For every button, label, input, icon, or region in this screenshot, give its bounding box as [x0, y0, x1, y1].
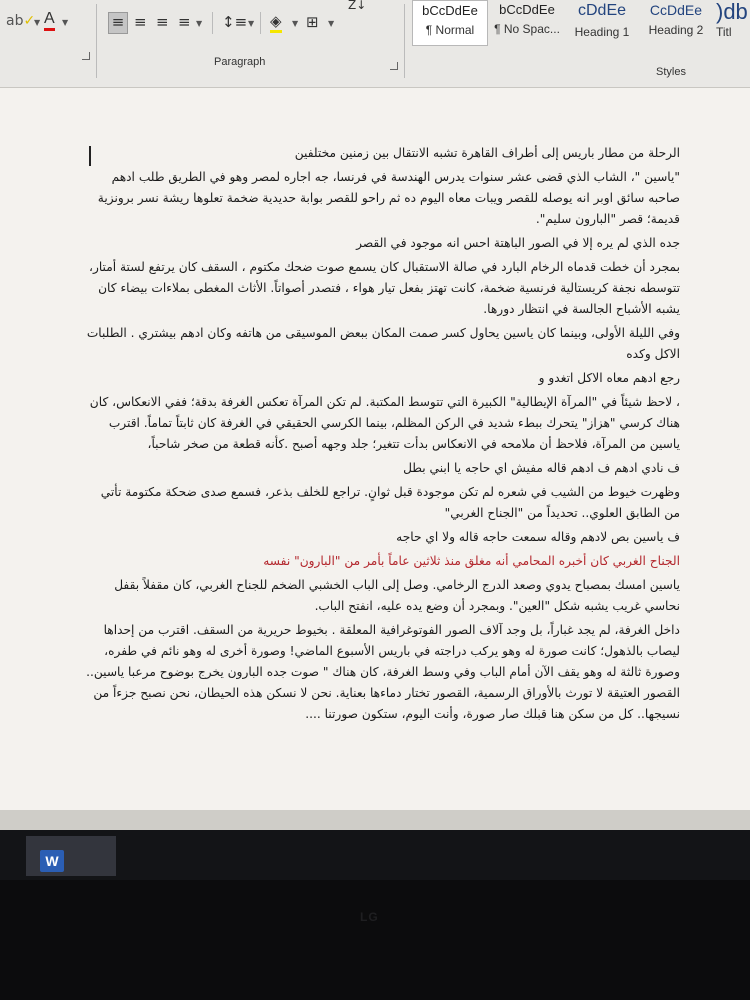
style-title[interactable] [716, 0, 750, 46]
group-divider [96, 4, 97, 78]
paragraph[interactable]: الرحلة من مطار باريس إلى أطراف القاهرة تشبه الانتقال بين زمنين مختلفين [294, 146, 680, 160]
monitor-bezel [0, 880, 750, 1000]
paragraph-dialog-launcher[interactable] [390, 62, 398, 70]
align-center-icon[interactable]: ≡ [134, 13, 147, 31]
paragraph[interactable]: ، لاحظ شيئاً في "المرآة الإيطالية" الكبيرة التي تتوسط المكتبة. لم تكن المرآة تعكس الغرفة بدقة؛ ففي الانعكاس، كان هناك كرسي "هزاز" يتحرك ببطء شديد في الركن المظلم، بينما الكرسي الحقيقي في الغرفة كان ثابتاً تماماً. اقترب ياسين من المرآة، فلاحظ أن ملامحه في الانعكاس بدأت تتغير؛ جلد وجهه أصبح .كأنه قطعة من صخر شاحباً، [89, 395, 680, 451]
align-left-icon[interactable]: ≡ [108, 12, 128, 34]
style-normal[interactable] [412, 0, 488, 46]
document-page[interactable] [0, 88, 750, 810]
paragraph[interactable]: بمجرد أن خطت قدماه الرخام البارد في صالة الاستقبال كان يسمع صوت ضحك مكتوم ، السقف كان يرتفع لستة أمتار، تتوسطه نجفة كريستالية فرنسية ضخمة، كانت تهتز بفعل تيار هواء ، فتصدر أصواتاً. الأثاث المغطى بملاءات بيضاء كان يشبه الأشباح الجالسة في انتظار دورها. [89, 260, 680, 316]
paragraph[interactable]: وفي الليلة الأولى، وبينما كان ياسين يحاول كسر صمت المكان ببعض الموسيقى من هاتفه وكان ادهم بيشتري . الطلبات الاكل وكده [86, 326, 680, 361]
chevron-down-icon[interactable]: ▼ [292, 19, 299, 28]
word-icon[interactable]: W [40, 850, 64, 872]
style-name: ¶ Normal [425, 23, 475, 37]
chevron-down-icon[interactable]: ▼ [248, 19, 255, 28]
paragraph[interactable]: ف نادي ادهم ف ادهم قاله مفيش اي حاجه يا ابني بطل [403, 461, 680, 475]
style-sample: bCcDdEe [499, 2, 555, 17]
paragraph[interactable]: ف ياسين بص لادهم وقاله سمعت حاجه قاله ولا اي حاجه [396, 530, 680, 544]
paragraph[interactable]: جده الذي لم يره إلا في الصور الباهتة احس انه موجود في القصر [356, 236, 680, 250]
paragraph[interactable]: الجناح الغربي كان أخبره المحامي أنه مغلق منذ ثلاثين عاماً بأمر من "البارون" نفسه [263, 554, 680, 568]
style-sample: bCcDdEe [422, 3, 478, 18]
paragraph[interactable]: "ياسين "، الشاب الذي قضى عشر سنوات يدرس الهندسة في فرنسا، جه اجاره لمصر وهو في الطريق طلب ادهم صاحبه سائق اوبر انه يوصله للقصر ويبات معاه اليوم ده ثم راحو للقصر بوابة حديدية ضخمة تعلوها ريشة نسر برونزية قديمة؛ قصر "البارون سليم". [97, 170, 680, 226]
paragraph[interactable]: رجع ادهم معاه الاكل اتغدو و [538, 371, 680, 385]
chevron-down-icon[interactable]: ▼ [328, 19, 335, 28]
style-name: Titl [716, 25, 732, 39]
paragraph[interactable]: داخل الغرفة، لم يجد غباراً، بل وجد آلاف الصور الفوتوغرافية المعلقة . بخيوط حريرية من السقف. اقترب من إحداها ليصاب بالذهول؛ كانت صورة له وهو يركب دراجته في باريس الأسبوع الماضي! وصورة أخرى له وهو نائم في طفره، وصورة ثالثة له وهو يقف الآن أمام الباب وفي وسط الغرفة، كان هناك " صوت جده البارون يخرج بوضوح مرعبا ياسين.. القصور العتيقة لا تورث بالأوراق الرسمية، القصور تختار دماءها بعناية. نحن لا نسكن هذه الحيطان، نحن نصبح جزءاً من نسيجها.. كل من سكن هنا قبلك صار صورة، وأنت اليوم، ستكون صورتنا .... [86, 623, 680, 721]
sort-icon[interactable]: Z↓ [348, 0, 367, 12]
shading-icon[interactable]: ◈ [270, 12, 282, 33]
styles-group-label: Styles [656, 66, 686, 78]
style-name: Heading 2 [648, 23, 704, 37]
justify-icon[interactable]: ≡ [178, 13, 191, 31]
style-heading-2[interactable] [640, 0, 712, 46]
style-name: Heading 1 [574, 25, 630, 39]
group-divider [404, 4, 405, 78]
toolbar-divider [212, 12, 213, 34]
style-sample: CcDdEe [649, 2, 703, 18]
style-sample: cDdEe [577, 2, 627, 19]
ribbon [0, 0, 750, 88]
line-spacing-icon[interactable]: ↕≡ [222, 13, 248, 31]
document-area [0, 88, 750, 830]
chevron-down-icon[interactable]: ▼ [62, 18, 69, 27]
style-sample: )db [716, 0, 748, 24]
align-right-icon[interactable]: ≡ [156, 13, 169, 31]
font-dialog-launcher[interactable] [82, 52, 90, 60]
document-body[interactable] [84, 143, 680, 728]
chevron-down-icon[interactable]: ▼ [34, 18, 41, 27]
paragraph[interactable]: ياسين امسك بمصباح يدوي وصعد الدرج الرخامي. وصل إلى الباب الخشبي الضخم للجناح الغربي، كان مقفلاً بقفل نحاسي غريب يشبه شكل "العين". وبمجرد أن وضع يده عليه، انفتح الباب. [114, 578, 680, 613]
paragraph[interactable]: وظهرت خيوط من الشيب في شعره لم تكن موجودة قبل ثوانٍ. تراجع للخلف بذعر، فسمع صدى ضحكة مكتومة تأتي من الطابق العلوي.. تحديداً من "الجناح الغربي" [100, 485, 680, 520]
toolbar-divider [260, 12, 261, 34]
styles-gallery [412, 0, 750, 46]
font-color-icon[interactable]: A [44, 10, 55, 31]
style-name: ¶ No Spac... [494, 22, 560, 36]
borders-icon[interactable]: ⊞ [306, 13, 319, 31]
taskbar [0, 830, 750, 880]
chevron-down-icon[interactable]: ▼ [196, 19, 203, 28]
text-effects-icon[interactable]: ab✓ [6, 13, 36, 29]
paragraph-group-label: Paragraph [214, 56, 266, 68]
style-no-spacing[interactable] [490, 0, 564, 46]
style-heading-1[interactable] [566, 0, 638, 46]
monitor-logo: LG [360, 910, 379, 924]
